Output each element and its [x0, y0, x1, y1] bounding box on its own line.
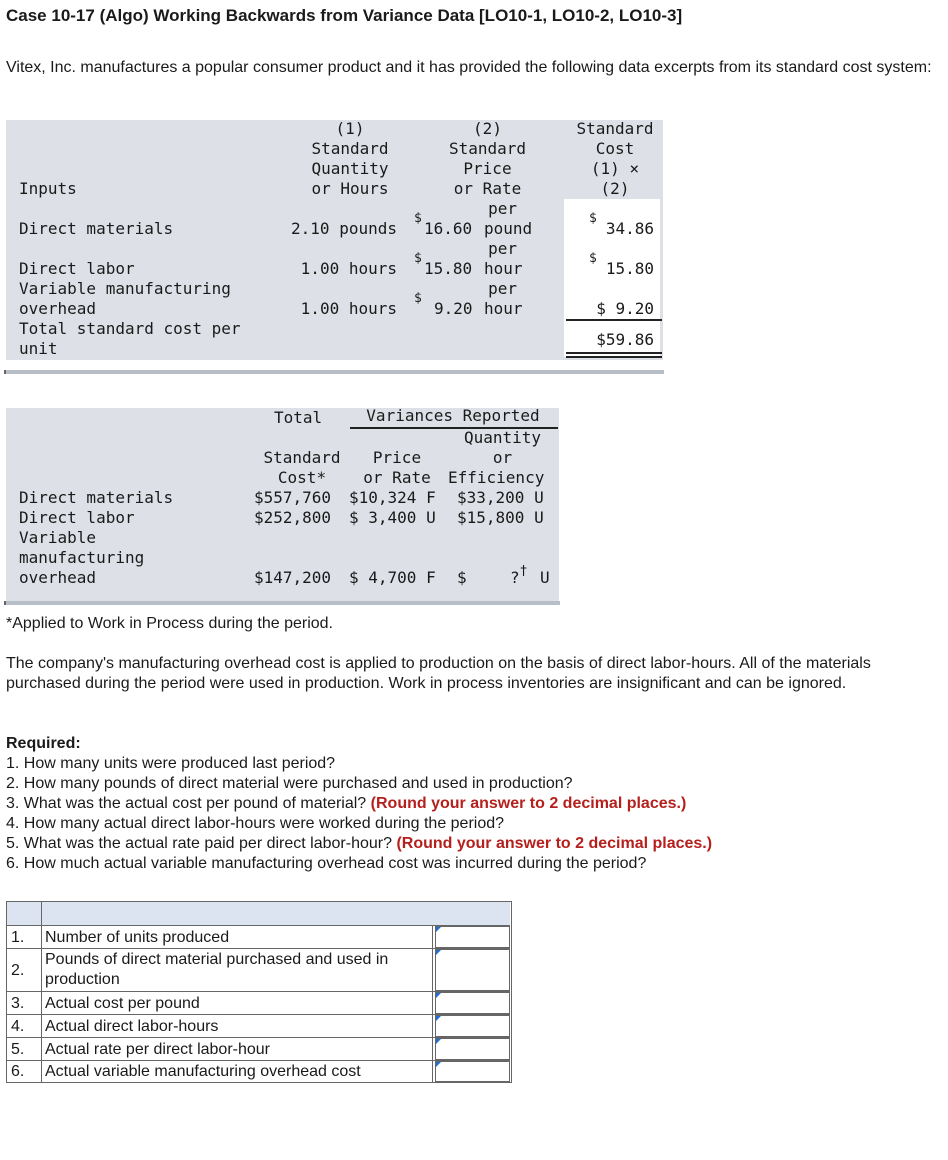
answer-row	[7, 991, 510, 1014]
answer-number: 5.	[11, 1041, 25, 1058]
question-5: 5. What was the actual rate paid per direct labor-hour? (Round your answer to 2 decimal places.)	[6, 835, 713, 852]
quantity-variance: $33,200 U	[457, 488, 544, 507]
answer-number: 6.	[11, 1063, 25, 1080]
qty-header-1: Quantity	[463, 428, 542, 447]
std-cost-value: $252,800	[254, 508, 332, 527]
page-title: Case 10-17 (Algo) Working Backwards from Variance Data [LO10-1, LO10-2, LO10-3]	[6, 6, 683, 25]
question-1: 1. How many units were produced last period?	[6, 755, 336, 772]
qty-header-2: or	[492, 448, 513, 467]
total-cost: $59.86	[596, 330, 654, 349]
col2-header-4: or Rate	[453, 179, 522, 198]
row-label: Direct materials	[19, 488, 174, 507]
total-label: unit	[19, 339, 58, 358]
col3-header-2: Cost	[595, 139, 635, 158]
col3-header-3: (1) ×	[590, 159, 640, 178]
price-unit: hour	[484, 299, 523, 318]
dollar-sign: $	[414, 291, 422, 306]
col1-header-4: or Hours	[311, 179, 389, 198]
answer-row	[7, 948, 510, 991]
answer-label: Number of units produced	[41, 926, 433, 948]
col3-header-4: (2)	[600, 179, 630, 198]
per-label: per	[488, 199, 517, 218]
col2-header-3: Price	[463, 159, 512, 178]
answer-table	[6, 901, 512, 1083]
std-quantity: 1.00 hours	[300, 259, 397, 278]
row-label: overhead	[19, 299, 97, 318]
std-cost: 15.80	[605, 259, 654, 278]
row-label: Direct materials	[19, 219, 174, 238]
col3-header-1: Standard	[576, 119, 654, 138]
answer-label: Actual direct labor-hours	[41, 1015, 433, 1037]
price-variance: $ 4,700 F	[349, 568, 436, 587]
answer-row	[7, 1060, 510, 1082]
total-header: Total	[274, 408, 323, 427]
inputs-header: Inputs	[19, 179, 77, 198]
price-unit: hour	[484, 259, 523, 278]
answer-row	[7, 1037, 510, 1060]
answer-row	[7, 925, 510, 948]
units-produced-input[interactable]	[435, 926, 510, 948]
price-header-1: Price	[372, 448, 422, 467]
row-label: Variable	[19, 528, 97, 547]
col2-header-1: (2)	[473, 119, 502, 138]
subtotal-rule	[566, 319, 662, 321]
quantity-variance: $15,800 U	[457, 508, 544, 527]
quantity-variance-dollar: $	[457, 568, 467, 587]
price-variance: $ 3,400 U	[349, 508, 436, 527]
actual-labor-hours-input[interactable]	[435, 1015, 510, 1037]
actual-labor-rate-input[interactable]	[435, 1038, 510, 1060]
answer-number: 3.	[11, 995, 25, 1012]
price-unit: pound	[484, 219, 533, 238]
question-2: 2. How many pounds of direct material were purchased and used in production?	[6, 775, 573, 792]
per-label: per	[488, 279, 517, 298]
std-cost: 34.86	[605, 219, 654, 238]
total-double-rule	[566, 356, 662, 358]
actual-overhead-cost-input[interactable]	[435, 1061, 510, 1082]
total-label: Total standard cost per	[19, 319, 241, 338]
row-label: overhead	[19, 568, 97, 587]
per-label: per	[488, 239, 517, 258]
price-header-2: or Rate	[363, 468, 431, 487]
std-price: 16.60	[424, 219, 473, 238]
actual-cost-per-pound-input[interactable]	[435, 992, 510, 1014]
std-quantity: 2.10 pounds	[291, 219, 397, 238]
required-heading: Required:	[6, 735, 81, 752]
std-price: 15.80	[424, 259, 473, 278]
dollar-sign: $	[414, 211, 422, 226]
table-scrollbar[interactable]	[4, 370, 664, 374]
std-quantity: 1.00 hours	[300, 299, 397, 318]
quantity-variance-flag: U	[540, 568, 550, 587]
std-cost-value: $557,760	[254, 488, 332, 507]
std-cost: $ 9.20	[596, 299, 654, 318]
std-cost-header-2: Cost*	[277, 468, 327, 487]
answer-table-header	[7, 902, 510, 925]
cost-dollar-sign: $	[589, 251, 597, 266]
price-variance: $10,324 F	[349, 488, 436, 507]
cost-dollar-sign: $	[589, 211, 597, 226]
answer-number: 1.	[11, 929, 25, 946]
std-cost-header-1: Standard	[263, 448, 341, 467]
footnote: *Applied to Work in Process during the period.	[6, 615, 333, 632]
pounds-purchased-input[interactable]	[435, 949, 510, 991]
row-label: manufacturing	[19, 548, 145, 567]
std-cost-value: $147,200	[254, 568, 332, 587]
row-label: Direct labor	[19, 508, 135, 527]
col1-header-3: Quantity	[311, 159, 389, 178]
std-price: 9.20	[434, 299, 473, 318]
row-label: Direct labor	[19, 259, 135, 278]
question-4: 4. How many actual direct labor-hours were worked during the period?	[6, 815, 505, 832]
total-rule	[566, 352, 662, 354]
table-scrollbar[interactable]	[4, 601, 560, 605]
rounding-note: (Round your answer to 2 decimal places.)	[396, 835, 713, 852]
answer-label: Pounds of direct material purchased and used in production	[41, 949, 433, 991]
answer-row	[7, 1014, 510, 1037]
quantity-variance-unknown: ?†	[510, 564, 528, 587]
answer-number: 2.	[11, 962, 25, 979]
question-3: 3. What was the actual cost per pound of material? (Round your answer to 2 decimal places.)	[6, 795, 687, 812]
qty-header-3: Efficiency	[448, 468, 545, 487]
col2-header-2: Standard	[448, 139, 527, 158]
answer-number: 4.	[11, 1018, 25, 1035]
dollar-sign: $	[414, 251, 422, 266]
answer-label: Actual rate per direct labor-hour	[41, 1038, 433, 1060]
intro-text: Vitex, Inc. manufactures a popular consumer product and it has provided the following data excerpts from its standard cost system:	[6, 59, 932, 76]
row-label: Variable manufacturing	[19, 279, 231, 298]
rounding-note: (Round your answer to 2 decimal places.)	[370, 795, 687, 812]
col1-header-1: (1)	[335, 119, 365, 138]
col1-header-2: Standard	[311, 139, 389, 158]
variances-group-header: Variances Reported	[366, 406, 540, 425]
answer-label: Actual variable manufacturing overhead cost	[41, 1061, 433, 1082]
answer-label: Actual cost per pound	[41, 992, 433, 1014]
question-6: 6. How much actual variable manufacturing overhead cost was incurred during the period?	[6, 855, 647, 872]
description-text: The company's manufacturing overhead cost is applied to production on the basis of direct labor-hours. All of the materials purchased during the period were used in production. Work in process inventories are insignificant and can be ignored.	[6, 655, 871, 692]
